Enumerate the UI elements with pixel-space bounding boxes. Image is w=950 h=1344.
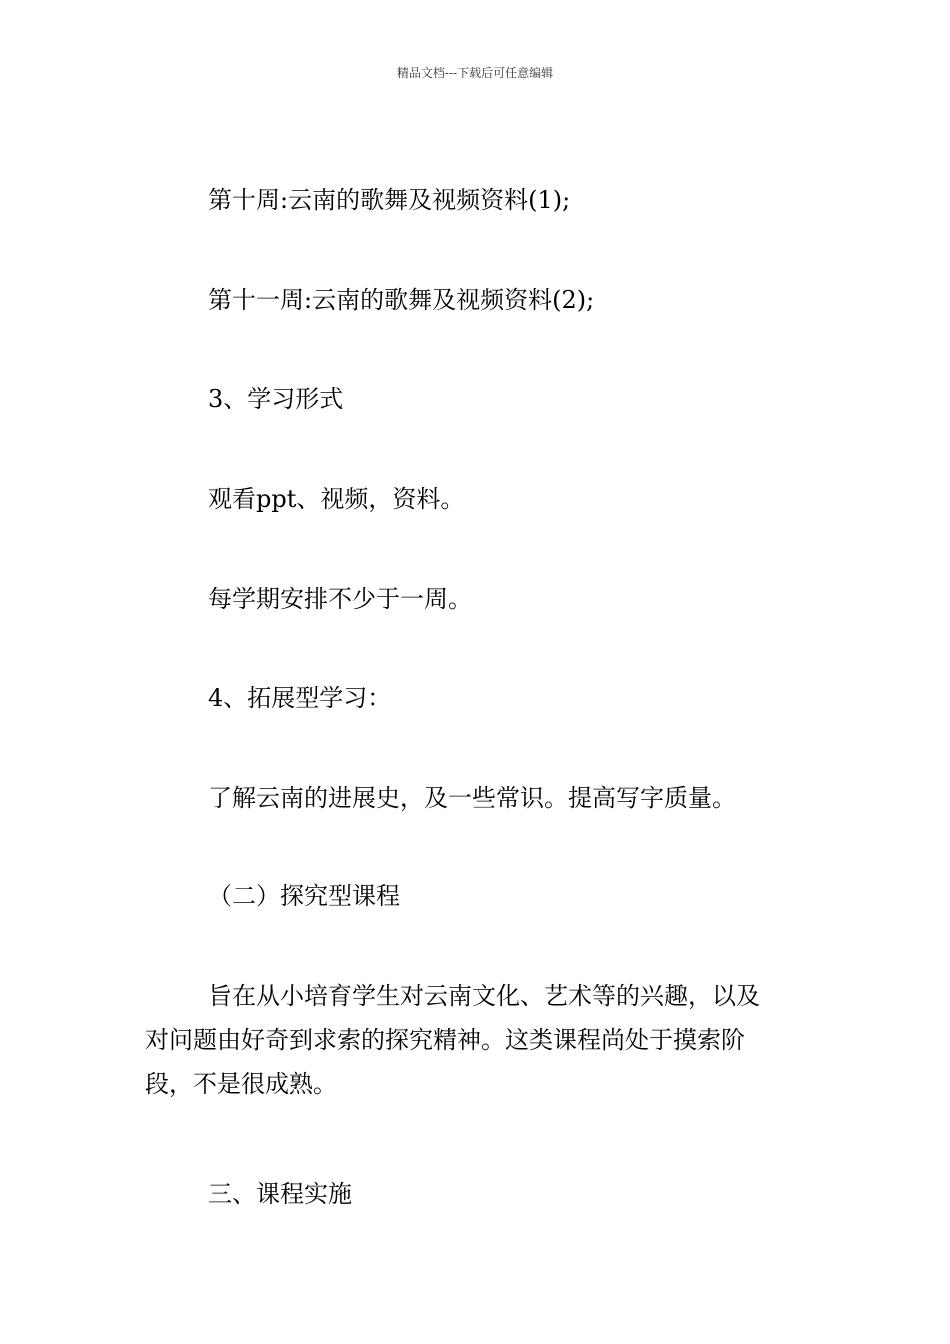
heading-inquiry-course: （二）探究型课程: [208, 882, 400, 910]
paragraph-line: 对问题由好奇到求索的探究精神。这类课程尚处于摸索阶: [145, 1026, 745, 1054]
paragraph-week-10: 第十周:云南的歌舞及视频资料(1);: [208, 186, 571, 214]
paragraph-watch-materials: 观看ppt、视频，资料。: [208, 485, 465, 513]
paragraph-inquiry-purpose: [145, 974, 815, 1106]
paragraph-schedule: 每学期安排不少于一周。: [208, 585, 472, 613]
heading-course-implementation: 三、课程实施: [208, 1180, 352, 1208]
page-header: 精品文档---下载后可任意编辑: [396, 66, 554, 80]
paragraph-line: 段，不是很成熟。: [145, 1070, 337, 1098]
heading-extended-learning: 4、拓展型学习：: [208, 684, 392, 712]
paragraph-line: 旨在从小培育学生对云南文化、艺术等的兴趣，以及: [208, 982, 760, 1010]
paragraph-week-11: 第十一周:云南的歌舞及视频资料(2);: [208, 286, 595, 314]
paragraph-yunnan-history: 了解云南的进展史，及一些常识。提高写字质量。: [208, 784, 736, 812]
heading-learning-form: 3、学习形式: [208, 385, 344, 413]
